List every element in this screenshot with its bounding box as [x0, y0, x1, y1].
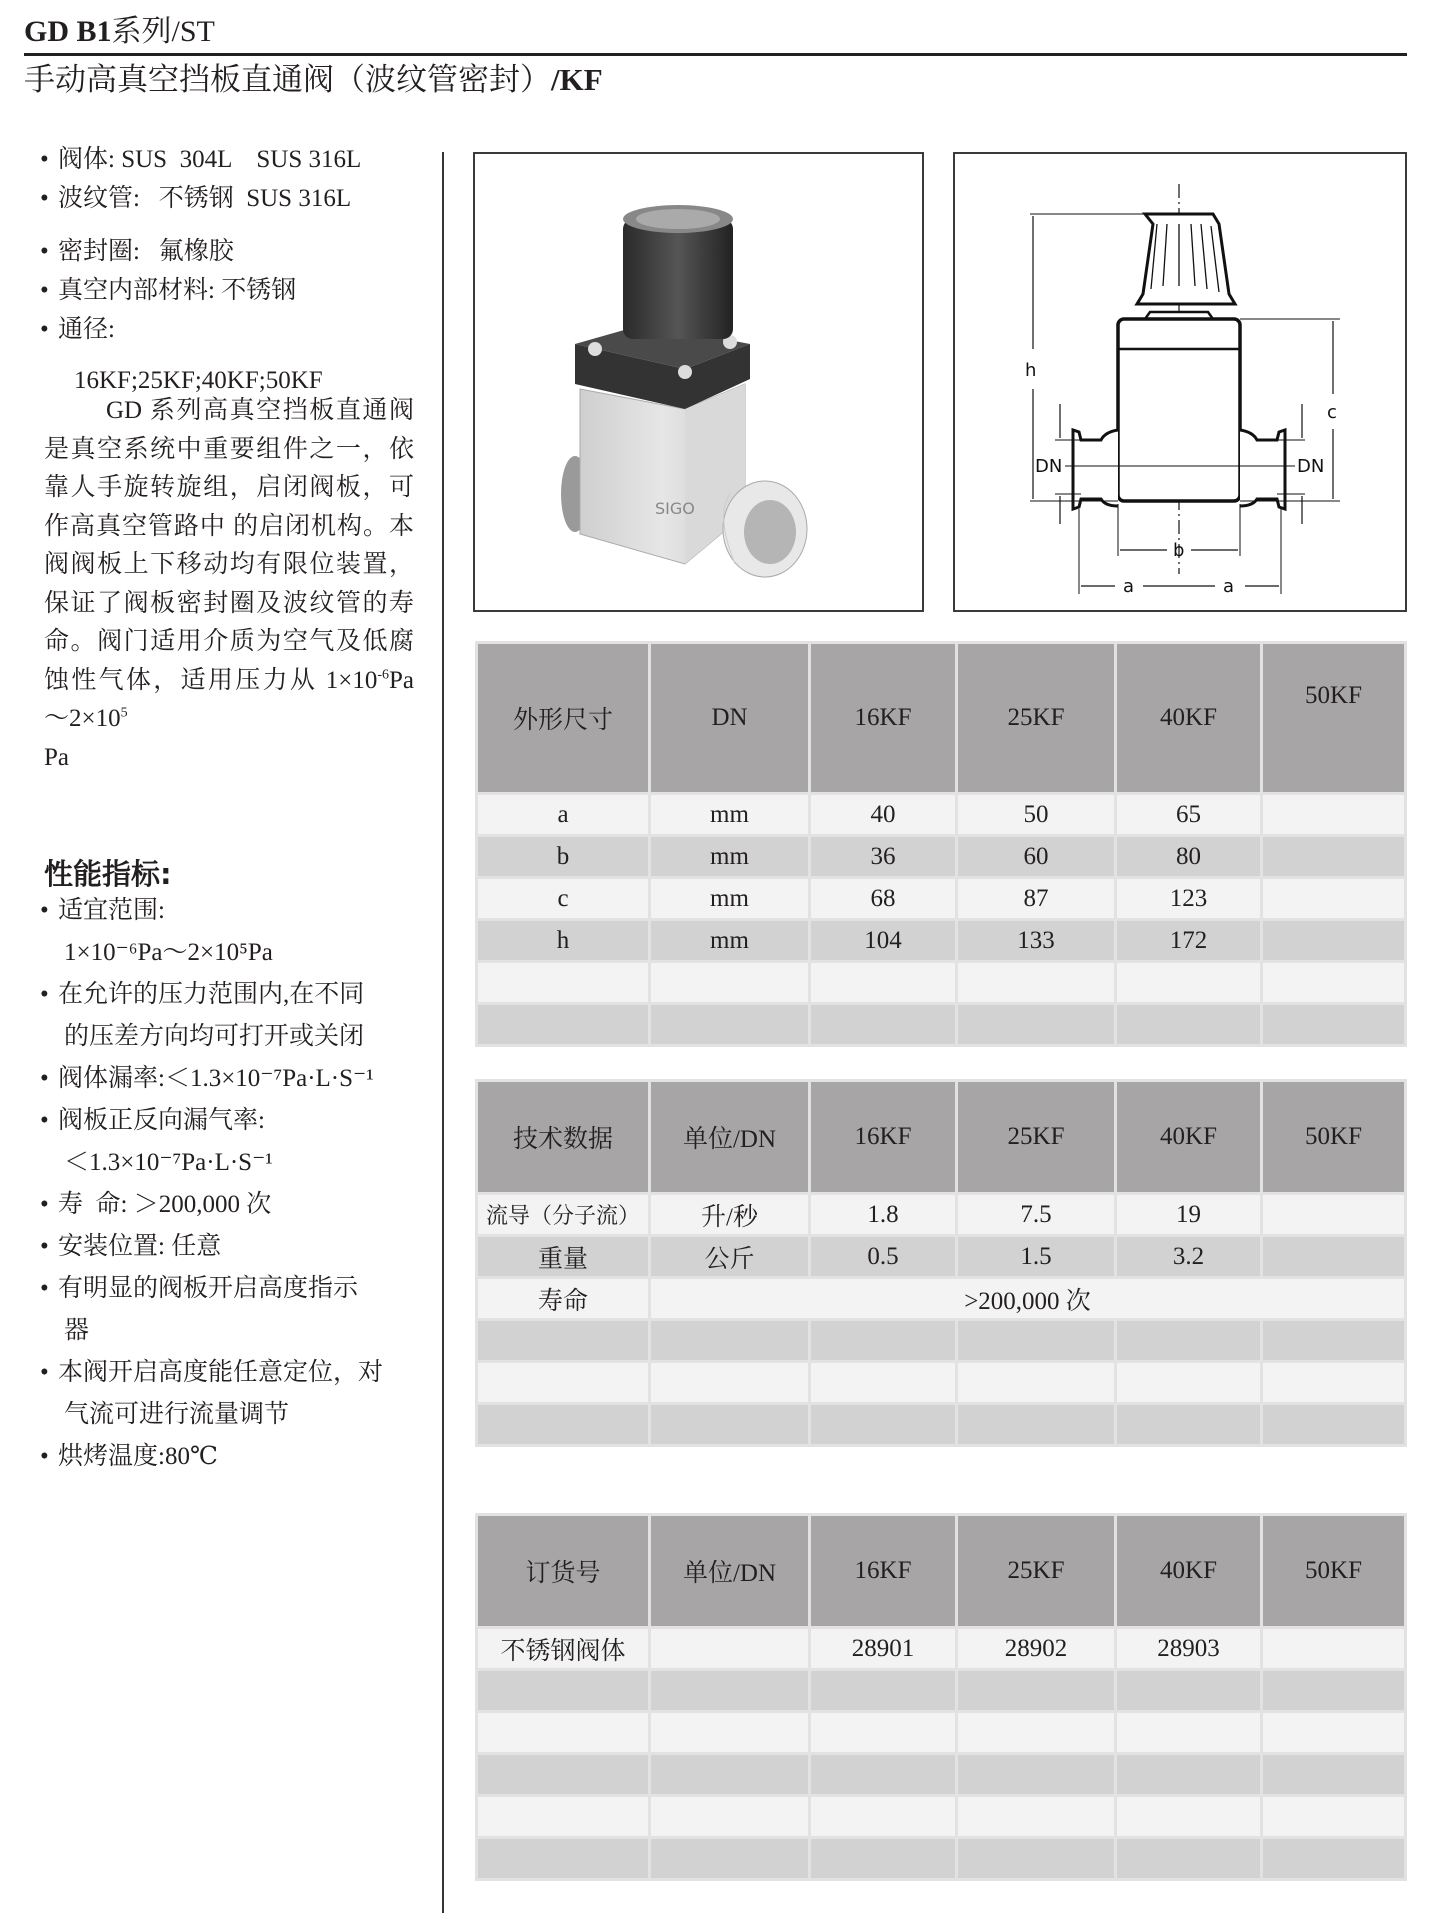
cell: 1.8	[810, 1194, 957, 1236]
svg-text:c: c	[1327, 402, 1337, 423]
cell-merged: >200,000 次	[650, 1278, 1406, 1320]
table-header-row	[477, 1515, 1406, 1628]
header-cell: DN	[650, 643, 810, 794]
header-cell: 40KF	[1116, 1515, 1262, 1628]
cell: 19	[1116, 1194, 1262, 1236]
cell: b	[477, 836, 650, 878]
cell: mm	[650, 836, 810, 878]
perf-item: • 在允许的压力范围内,在不同	[40, 974, 430, 1016]
cell: 68	[810, 878, 957, 920]
product-title-cn: 手动高真空挡板直通阀（波纹管密封）	[24, 62, 551, 97]
cell: h	[477, 920, 650, 962]
cell: 80	[1116, 836, 1262, 878]
cell: 133	[957, 920, 1116, 962]
cell: 50	[957, 794, 1116, 836]
material-item: • 通径:	[40, 310, 415, 349]
table-row	[477, 1754, 1406, 1796]
table-row	[477, 1670, 1406, 1712]
header-cell: 50KF	[1262, 643, 1406, 794]
header-cell: 25KF	[957, 643, 1116, 794]
svg-text:a: a	[1223, 576, 1235, 597]
dimension-diagram	[953, 152, 1407, 612]
table-header-row	[477, 1081, 1406, 1194]
perf-item: • 烘烤温度:80℃	[40, 1436, 430, 1478]
perf-item: • 阀体漏率:＜1.3×10⁻⁷Pa·L·S⁻¹	[40, 1058, 430, 1100]
cell: 40	[810, 794, 957, 836]
cell: 104	[810, 920, 957, 962]
cell: 1.5	[957, 1236, 1116, 1278]
cell	[1262, 1194, 1406, 1236]
cell: 28901	[810, 1628, 957, 1670]
perf-item-cont: 气流可进行流量调节	[64, 1401, 290, 1428]
table-row	[477, 878, 1406, 920]
cell: c	[477, 878, 650, 920]
table-row	[477, 1712, 1406, 1754]
table-row	[477, 1628, 1406, 1670]
cell: 172	[1116, 920, 1262, 962]
perf-item-cont: 器	[64, 1317, 90, 1344]
cell: 3.2	[1116, 1236, 1262, 1278]
header-cell: 16KF	[810, 1515, 957, 1628]
header-cell: 25KF	[957, 1081, 1116, 1194]
series-code: GD B1	[24, 15, 112, 48]
perf-item: • 安装位置: 任意	[40, 1226, 430, 1268]
cell: 流导（分子流）	[477, 1194, 650, 1236]
cell: 60	[957, 836, 1116, 878]
cell	[1262, 920, 1406, 962]
header-cell: 50KF	[1262, 1081, 1406, 1194]
column-divider	[442, 152, 444, 1913]
dimension-drawing-icon	[955, 154, 1405, 610]
performance-title: 性能指标:	[44, 857, 172, 891]
valve-photo-icon	[475, 154, 922, 610]
header-cell: 25KF	[957, 1515, 1116, 1628]
cell: 36	[810, 836, 957, 878]
header-cell: 订货号	[477, 1515, 650, 1628]
table-row	[477, 1236, 1406, 1278]
product-title-suffix: /KF	[551, 62, 603, 97]
materials-list	[40, 140, 415, 400]
cell: 0.5	[810, 1236, 957, 1278]
header-cell: 50KF	[1262, 1515, 1406, 1628]
tech-data-table	[475, 1079, 1407, 1447]
performance-list	[40, 890, 430, 1478]
perf-item-cont: 的压差方向均可打开或关闭	[64, 1023, 365, 1050]
product-photo	[473, 152, 924, 612]
dimensions-table	[475, 641, 1407, 1047]
perf-item: • 适宜范围:	[40, 890, 430, 932]
header-cell: 40KF	[1116, 1081, 1262, 1194]
cell: 123	[1116, 878, 1262, 920]
table-row	[477, 1404, 1406, 1446]
material-item: • 密封圈: 氟橡胶	[40, 232, 415, 271]
cell: mm	[650, 920, 810, 962]
order-number-table	[475, 1513, 1407, 1881]
table-row	[477, 1796, 1406, 1838]
table-row	[477, 962, 1406, 1004]
svg-text:b: b	[1173, 540, 1185, 561]
header-cell: 外形尺寸	[477, 643, 650, 794]
header-cell: 单位/DN	[650, 1515, 810, 1628]
header-cell: 16KF	[810, 1081, 957, 1194]
table-row	[477, 1838, 1406, 1880]
series-suffix: /ST	[171, 15, 215, 48]
cell: a	[477, 794, 650, 836]
table-header-row	[477, 643, 1406, 794]
cell: 不锈钢阀体	[477, 1628, 650, 1670]
perf-item-cont: 1×10⁻⁶Pa～2×10⁵Pa	[64, 939, 273, 966]
cell: mm	[650, 878, 810, 920]
table-row	[477, 1194, 1406, 1236]
series-cn: 系列	[111, 15, 172, 48]
table-row	[477, 1278, 1406, 1320]
cell	[650, 1628, 810, 1670]
svg-text:SIGO: SIGO	[655, 499, 695, 518]
table-row	[477, 794, 1406, 836]
perf-item: • 有明显的阀板开启高度指示	[40, 1268, 430, 1310]
cell	[1262, 1628, 1406, 1670]
perf-item-cont: ＜1.3×10⁻⁷Pa·L·S⁻¹	[64, 1149, 273, 1176]
cell: 升/秒	[650, 1194, 810, 1236]
material-item: • 波纹管: 不锈钢 SUS 316L	[40, 179, 415, 218]
cell: 公斤	[650, 1236, 810, 1278]
sizes-line: 16KF;25KF;40KF;50KF	[74, 367, 323, 394]
cell	[1262, 878, 1406, 920]
cell	[1262, 836, 1406, 878]
header-rule	[24, 53, 1407, 56]
svg-text:a: a	[1123, 576, 1135, 597]
cell: mm	[650, 794, 810, 836]
cell: 65	[1116, 794, 1262, 836]
cell: 28903	[1116, 1628, 1262, 1670]
cell	[1262, 794, 1406, 836]
material-item: • 阀体: SUS 304L SUS 316L	[40, 140, 415, 179]
cell: 寿命	[477, 1278, 650, 1320]
material-item: • 真空内部材料: 不锈钢	[40, 271, 415, 310]
perf-item: • 寿 命: ＞200,000 次	[40, 1184, 430, 1226]
perf-item: • 阀板正反向漏气率:	[40, 1100, 430, 1142]
header-cell: 40KF	[1116, 643, 1262, 794]
header-cell: 技术数据	[477, 1081, 650, 1194]
svg-text:h: h	[1025, 360, 1037, 381]
cell	[1262, 1236, 1406, 1278]
cell: 重量	[477, 1236, 650, 1278]
table-row	[477, 920, 1406, 962]
header-cell: 单位/DN	[650, 1081, 810, 1194]
table-row	[477, 1004, 1406, 1046]
cell: 28902	[957, 1628, 1116, 1670]
product-title	[24, 60, 603, 100]
table-row	[477, 836, 1406, 878]
svg-text:DN: DN	[1035, 456, 1063, 477]
header-cell: 16KF	[810, 643, 957, 794]
svg-text:DN: DN	[1297, 456, 1325, 477]
cell: 7.5	[957, 1194, 1116, 1236]
table-row	[477, 1320, 1406, 1362]
cell: 87	[957, 878, 1116, 920]
series-title	[24, 14, 215, 50]
table-row	[477, 1362, 1406, 1404]
perf-item: • 本阀开启高度能任意定位，对	[40, 1352, 430, 1394]
description-paragraph: GD 系列高真空挡板直通阀是真空系统中重要组件之一，依靠人手旋转旋组，启闭阀板，可作高真空管路中 的启闭机构。本阀阀板上下移动均有限位装置，保证了阀板密封圈及波纹管的寿命。阀门适用介质为空气及低腐蚀性气体，适用压力从 $1\times 10^{-6}Pa$ $\sim 2\times 10^5$ Pa	[44, 397, 414, 771]
